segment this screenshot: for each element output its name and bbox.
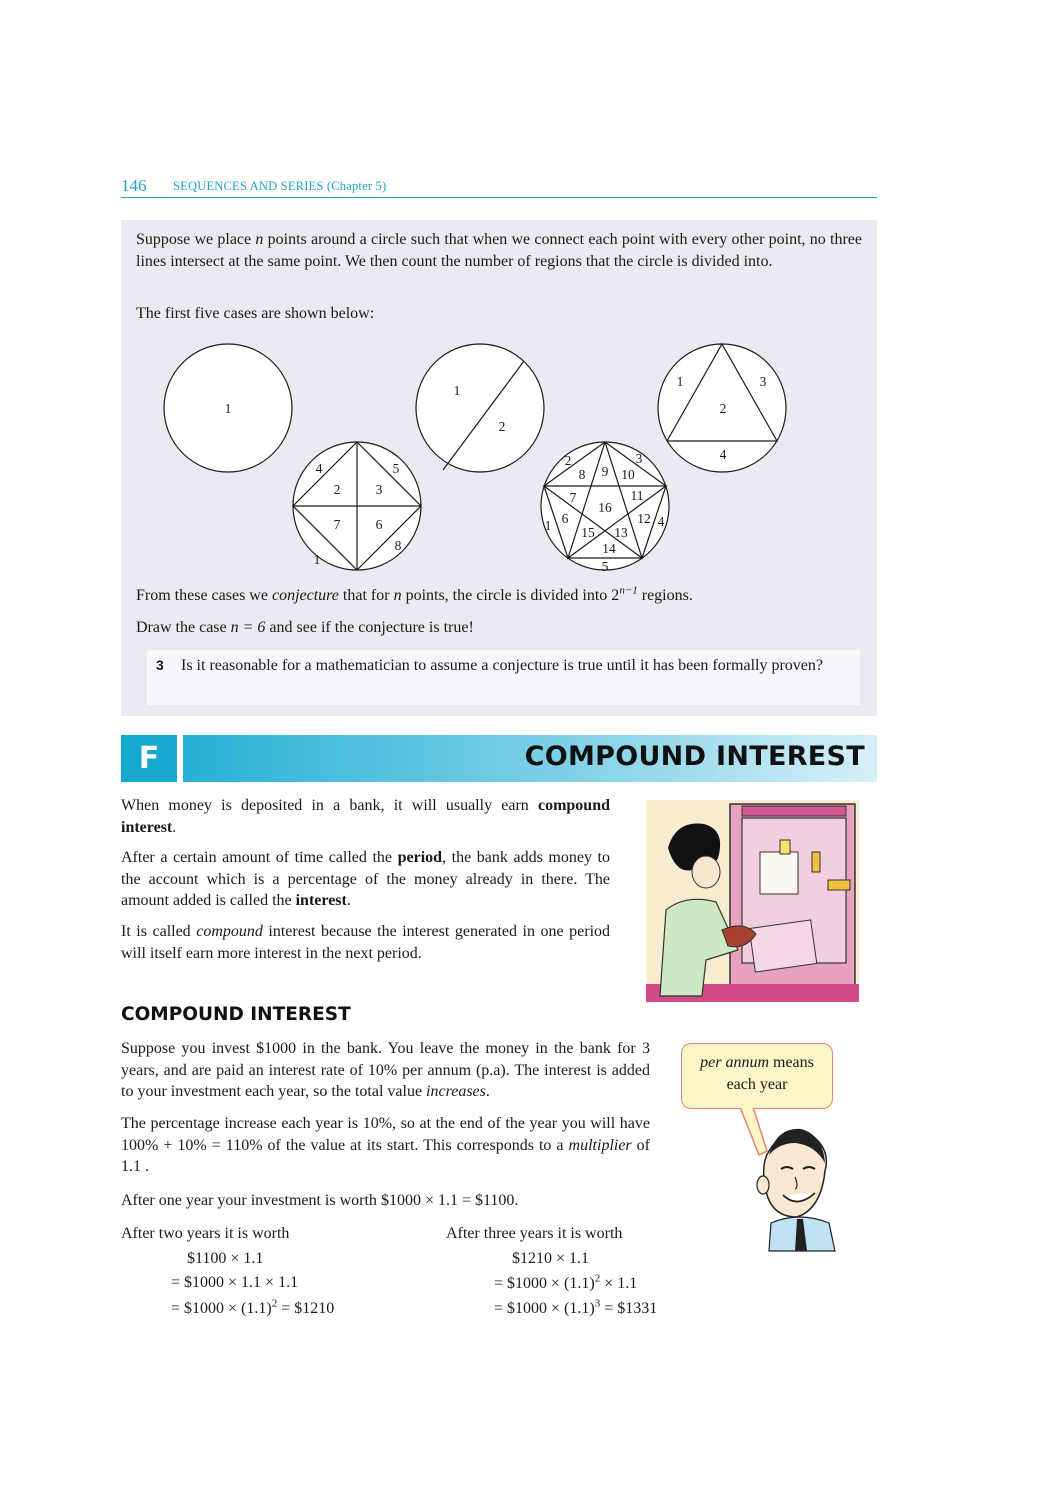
section-letter: F (121, 735, 177, 782)
subsection-heading: COMPOUND INTEREST (121, 1004, 351, 1025)
region-label: 4 (315, 461, 323, 476)
region-label: 2 (333, 482, 341, 497)
region-label: 6 (375, 517, 383, 532)
draw-case-text: Draw the case n = 6 and see if the conjecture is true! (136, 619, 474, 636)
region-label: 3 (759, 374, 767, 389)
header-rule (121, 197, 877, 198)
region-label: 3 (635, 451, 643, 466)
two-years-line-3: = $1000 × $(1.1)^2$ = $1210 (171, 1297, 335, 1317)
three-years-line-2: = $1000 × $(1.1)^2 \times 1.1$ (494, 1272, 638, 1292)
page-number: 146 (121, 176, 147, 195)
region-label: 1 (224, 401, 232, 416)
region-label: 1 (453, 383, 461, 398)
circle-regions-figure (150, 335, 850, 580)
cartoon-man-illustration (725, 1105, 840, 1255)
region-label: 9 (601, 464, 609, 479)
atm-illustration (646, 800, 859, 1002)
circle-case-2 (416, 344, 544, 472)
region-label: 11 (630, 488, 644, 503)
region-label: 3 (375, 482, 383, 497)
circle-case-4 (293, 442, 421, 570)
region-label: 5 (392, 461, 400, 476)
chapter-title: SEQUENCES AND SERIES (Chapter 5) (173, 179, 387, 193)
region-label: 12 (637, 511, 651, 526)
conjecture-text: From these cases we conjecture that for n points, the circle is divided into $2^{n-1}$ regions. (136, 584, 693, 604)
intro-paragraph-1: When money is deposited in a bank, it will usually earn compound interest. (121, 797, 610, 836)
region-label: 10 (621, 467, 635, 482)
question-number: 3 (156, 657, 164, 673)
region-label: 6 (561, 511, 569, 526)
region-label: 13 (614, 525, 628, 540)
region-label: 14 (602, 541, 616, 556)
region-label: 2 (498, 419, 506, 434)
intro-paragraph-2: After a certain amount of time called the period, the bank adds money to the account which is a percentage of the money already in there. The amount added is called the interest. (121, 849, 611, 909)
investigation-intro: Suppose we place n points around a circle such that when we connect each point with every other point, no three lines intersect at the same point. We then count the number of regions that the circle is divided into. (136, 231, 863, 270)
region-label: 4 (719, 447, 727, 462)
three-years-line-3: = $1000 × $(1.1)^3$ = $1331 (494, 1297, 658, 1317)
cases-text: The first five cases are shown below: (136, 305, 375, 322)
region-label: 2 (564, 453, 572, 468)
speech-bubble: per annum means each year (681, 1043, 833, 1109)
region-label: 8 (578, 467, 586, 482)
two-years-label: After two years it is worth (121, 1225, 290, 1242)
region-label: 1 (313, 552, 321, 567)
region-label: 1 (544, 518, 552, 533)
three-years-line-1: $1210 × 1.1 (512, 1250, 590, 1267)
region-label: 5 (601, 559, 609, 574)
region-label: 16 (598, 500, 612, 515)
region-label: 1 (676, 374, 684, 389)
region-label: 15 (581, 525, 595, 540)
region-label: 7 (333, 517, 341, 532)
one-year-text: After one year your investment is worth $1000 × 1.1 = $1100. (121, 1192, 519, 1209)
region-label: 2 (719, 401, 727, 416)
intro-paragraph-3: It is called compound interest because the interest generated in one period will itself earn more interest in the next period. (121, 923, 611, 962)
investment-paragraph: Suppose you invest $1000 in the bank. You leave the money in the bank for 3 years, and are paid an interest rate of 10% per annum (p.a). The interest is added to your investment each year, so the total value increases. (121, 1040, 650, 1100)
region-label: 8 (394, 538, 402, 553)
two-years-line-1: $1100 × 1.1 (187, 1250, 264, 1267)
percentage-paragraph: The percentage increase each year is 10%, so at the end of the year you will have 100% + 10% = 110% of the value at its start. This corresponds to a multiplier of 1.1 . (121, 1115, 651, 1175)
section-bar (183, 735, 877, 782)
question-text: Is it reasonable for a mathematician to assume a conjecture is true until it has been formally proven? (181, 657, 823, 674)
section-title: COMPOUND INTEREST (524, 741, 865, 772)
region-label: 7 (569, 490, 577, 505)
region-label: 4 (657, 514, 665, 529)
three-years-label: After three years it is worth (446, 1225, 623, 1242)
two-years-line-2: = $1000 × 1.1 × 1.1 (171, 1274, 299, 1291)
